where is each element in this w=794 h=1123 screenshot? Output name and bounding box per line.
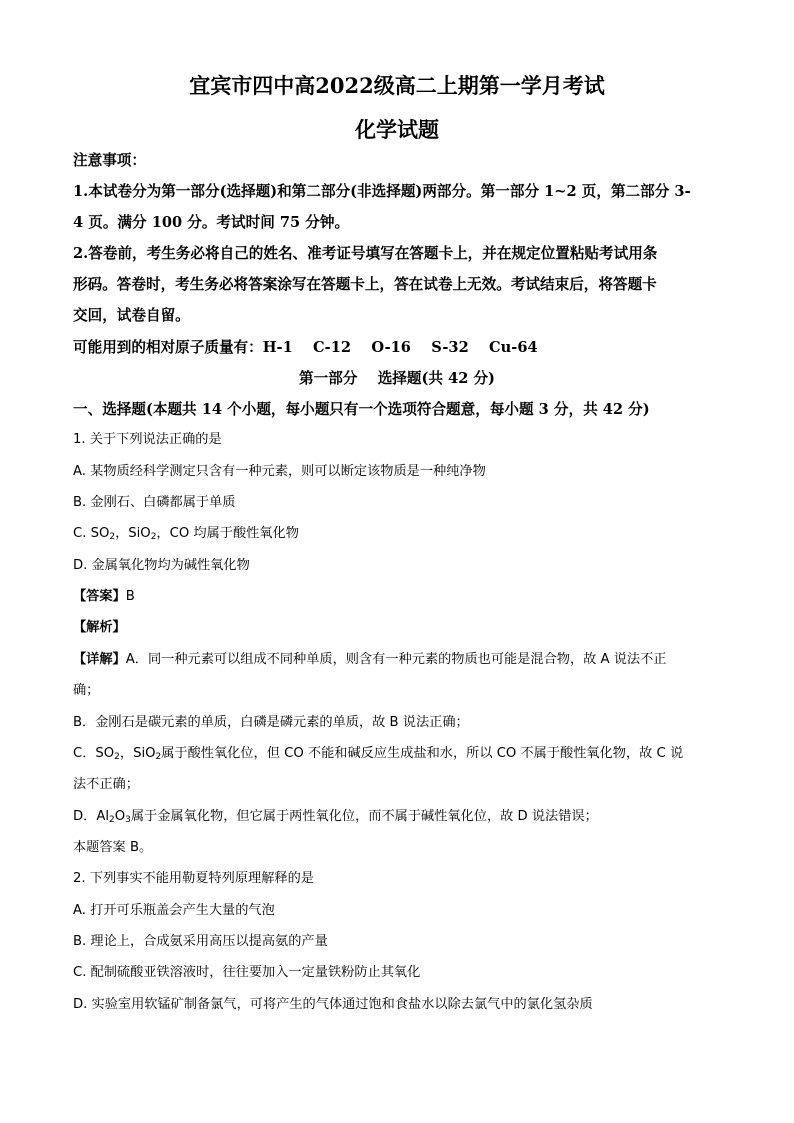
q1-c-text-1: C. SO: [73, 526, 110, 541]
q1-c-text-2: ，SiO: [115, 526, 151, 541]
q1-option-a: A. 某物质经科学测定只含有一种元素，则可以断定该物质是一种纯净物: [73, 464, 486, 479]
notice-item2-line1: 2.答卷前，考生务必将自己的姓名、准考证号填写在答题卡上，并在规定位置粘贴考试用条: [73, 245, 658, 262]
detail-a-text: A．同一种元素可以组成不同种单质，则含有一种元素的物质也可能是混合物，故 A 说法不正: [125, 652, 667, 667]
detail-a-line2: 确；: [73, 683, 100, 698]
notice-item1-line1: 1.本试卷分为第一部分(选择题)和第二部分(非选择题)两部分。第一部分 1~2 页，第二部分 3-: [73, 183, 691, 200]
q1-answer: [73, 587, 135, 607]
detail-c-text-2: ，SiO: [119, 746, 156, 761]
notice-item2-line3: 交回，试卷自留。: [73, 307, 190, 324]
detail-a-line1: [73, 650, 667, 670]
q2-option-a: A. 打开可乐瓶盖会产生大量的气泡: [73, 903, 275, 918]
notice-heading: 注意事项：: [73, 152, 146, 169]
detail-c-sub-1: 2: [114, 752, 120, 762]
detail-c-sub-2: 2: [155, 752, 162, 762]
detail-c-line1: [73, 744, 683, 764]
q1-c-sub-2: 2: [150, 532, 157, 542]
q2-option-c: C. 配制硫酸亚铁溶液时，往往要加入一定量铁粉防止其氧化: [73, 965, 421, 980]
q1-conclusion: 本题答案 B。: [73, 840, 153, 855]
answer-tag: 【答案】: [73, 589, 126, 604]
exam-subtitle: 化学试题: [355, 117, 439, 142]
q1-c-text-3: ，CO 均属于酸性氧化物: [156, 526, 299, 541]
detail-d-text-2: O: [114, 809, 126, 824]
detail-c-line2: 法不正确；: [73, 777, 139, 792]
detail-c-text-1: C．SO: [73, 746, 115, 761]
q1-stem: 1. 关于下列说法正确的是: [73, 432, 222, 447]
q1-option-b: B. 金刚石、白磷都属于单质: [73, 495, 236, 510]
q2-stem: 2. 下列事实不能用勒夏特列原理解释的是: [73, 871, 314, 886]
section-heading: 一、选择题(本题共 14 个小题，每小题只有一个选项符合题意，每小题 3 分，共 42 分): [73, 401, 650, 418]
detail-d-text-1: D．Al: [73, 809, 110, 824]
exam-title: 宜宾市四中高2022级高二上期第一学月考试: [189, 73, 605, 98]
answer-value: B: [125, 589, 135, 604]
q2-option-d: D. 实验室用软锰矿制备氯气，可将产生的气体通过饱和食盐水以除去氯气中的氯化氢杂质: [73, 997, 593, 1012]
detail-d-sub-1: 2: [109, 815, 115, 825]
detail-tag: 【详解】: [73, 652, 126, 667]
detail-d-text-3: 属于金属氧化物，但它属于两性氧化位，而不属于碱性氧化位，故 D 说法错误；: [130, 809, 598, 824]
q1-option-d: D. 金属氧化物均为碱性氧化物: [73, 558, 250, 573]
detail-d: [73, 807, 598, 827]
atomic-mass-line: 可能用到的相对原子质量有：H-1 C-12 O-16 S-32 Cu-64: [73, 339, 538, 356]
analysis-tag: 【解析】: [73, 620, 126, 635]
q2-option-b: B. 理论上，合成氨采用高压以提高氨的产量: [73, 934, 328, 949]
notice-item1-line2: 4 页。满分 100 分。考试时间 75 分钟。: [73, 214, 350, 231]
detail-b: B．金刚石是碳元素的单质，白磷是磷元素的单质，故 B 说法正确；: [73, 715, 469, 730]
detail-c-text-3: 属于酸性氧化位，但 CO 不能和碱反应生成盐和水，所以 CO 不属于酸性氧化物，故 C 说: [161, 746, 684, 761]
notice-item2-line2: 形码。答卷时，考生务必将答案涂写在答题卡上，答在试卷上无效。考试结束后，将答题卡: [73, 276, 657, 293]
q1-c-sub-1: 2: [109, 532, 116, 542]
q1-option-c: [73, 524, 299, 544]
part1-heading: 第一部分 选择题(共 42 分): [299, 370, 495, 387]
detail-d-sub-2: 3: [125, 815, 131, 825]
